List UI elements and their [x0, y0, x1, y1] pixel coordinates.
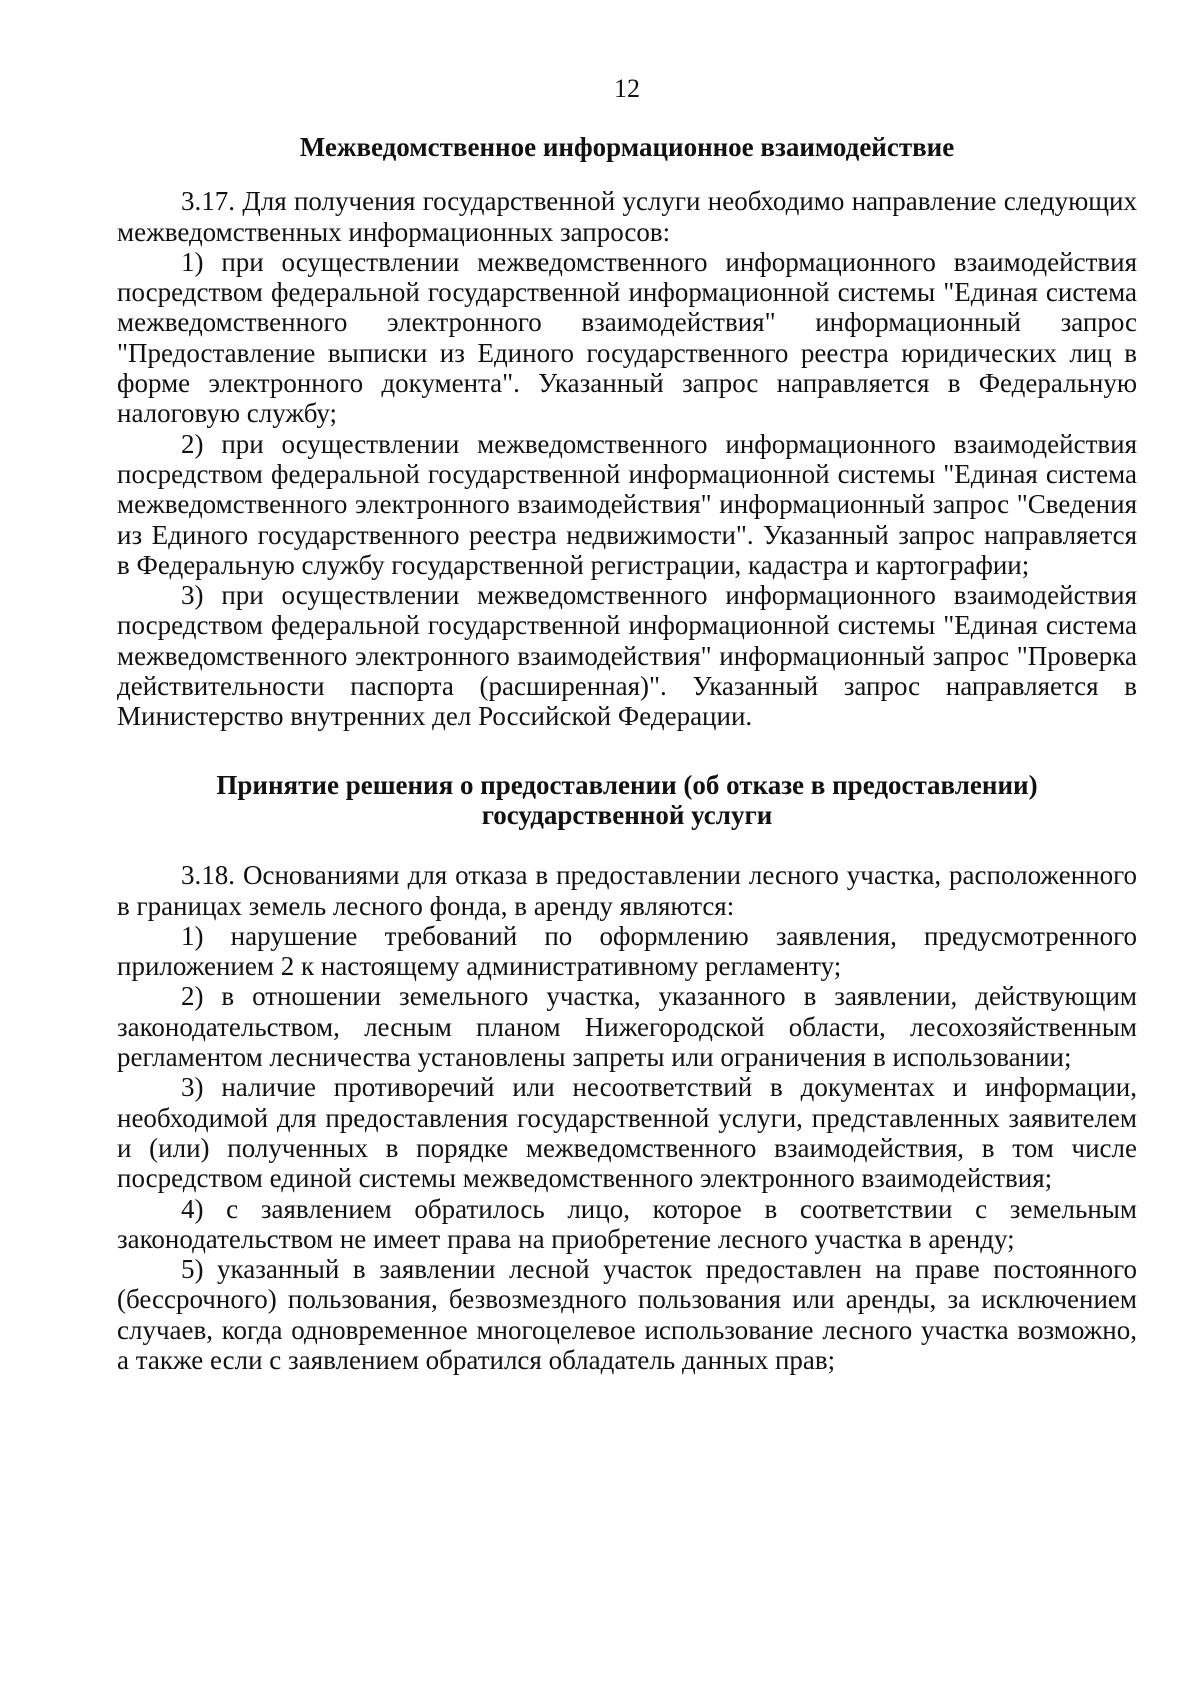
- list-item-3-18-5: 5) указанный в заявлении лесной участок предоставлен на праве постоянного (бессрочного) пользования, безвозмездного пользования или аренды, за исключением случаев, когда одновременное многоцелевое использование лесного участка возможно, а также если с заявлением обратился обладатель данных прав;: [117, 1254, 1137, 1375]
- section-heading-decision-line2: государственной услуги: [481, 799, 773, 830]
- section-heading-interagency: Межведомственное информационное взаимодействие: [299, 132, 955, 162]
- list-item-3-18-4: 4) с заявлением обратилось лицо, которое в соответствии с земельным законодательством не имеет права на приобретение лесного участка в аренду;: [117, 1193, 1137, 1254]
- section-heading-decision-line1: Принятие решения о предоставлении (об отказе в предоставлении): [216, 769, 1038, 800]
- list-item-3-18-3: 3) наличие противоречий или несоответствий в документах и информации, необходимой для предоставления государственной услуги, представленных заявителем и (или) полученных в порядке межведомственного взаимодействия, в том числе посредством единой системы межведомственного электронного взаимодействия;: [117, 1072, 1137, 1194]
- section-heading-decision: [117, 770, 1137, 831]
- paragraph-3-17: 3.17. Для получения государственной услуги необходимо направление следующих межведомственных информационных запросов:: [117, 186, 1137, 247]
- page-number: 12: [614, 74, 640, 103]
- list-item-3-18-1: 1) нарушение требований по оформлению заявления, предусмотренного приложением 2 к настоящему административному регламенту;: [117, 920, 1137, 982]
- paragraph-3-18: 3.18. Основаниями для отказа в предоставлении лесного участка, расположенного в границах земель лесного фонда, в аренду являются:: [117, 860, 1137, 921]
- list-item-3-17-3: 3) при осуществлении межведомственного информационного взаимодействия посредством федеральной государственной информационной системы "Единая система межведомственного электронного взаимодействия" информационный запрос "Проверка действительности паспорта (расширенная)". Указанный запрос направляется в Министерство внутренних дел Российской Федерации.: [117, 580, 1137, 732]
- document-body: [117, 132, 1137, 1375]
- list-item-3-17-2: 2) при осуществлении межведомственного информационного взаимодействия посредством федеральной государственной информационной системы "Единая система межведомственного электронного взаимодействия" информационный запрос "Сведения из Единого государственного реестра недвижимости". Указанный запрос направляется в Федеральную службу государственной регистрации, кадастра и картографии;: [117, 428, 1137, 580]
- list-item-3-18-2: 2) в отношении земельного участка, указанного в заявлении, действующим законодательством, лесным планом Нижегородской области, лесохозяйственным регламентом лесничества установлены запреты или ограничения в использовании;: [117, 981, 1137, 1073]
- list-item-3-17-1: 1) при осуществлении межведомственного информационного взаимодействия посредством федеральной государственной информационной системы "Единая система межведомственного электронного взаимодействия" информационный запрос "Предоставление выписки из Единого государственного реестра юридических лиц в форме электронного документа". Указанный запрос направляется в Федеральную налоговую службу;: [117, 246, 1137, 429]
